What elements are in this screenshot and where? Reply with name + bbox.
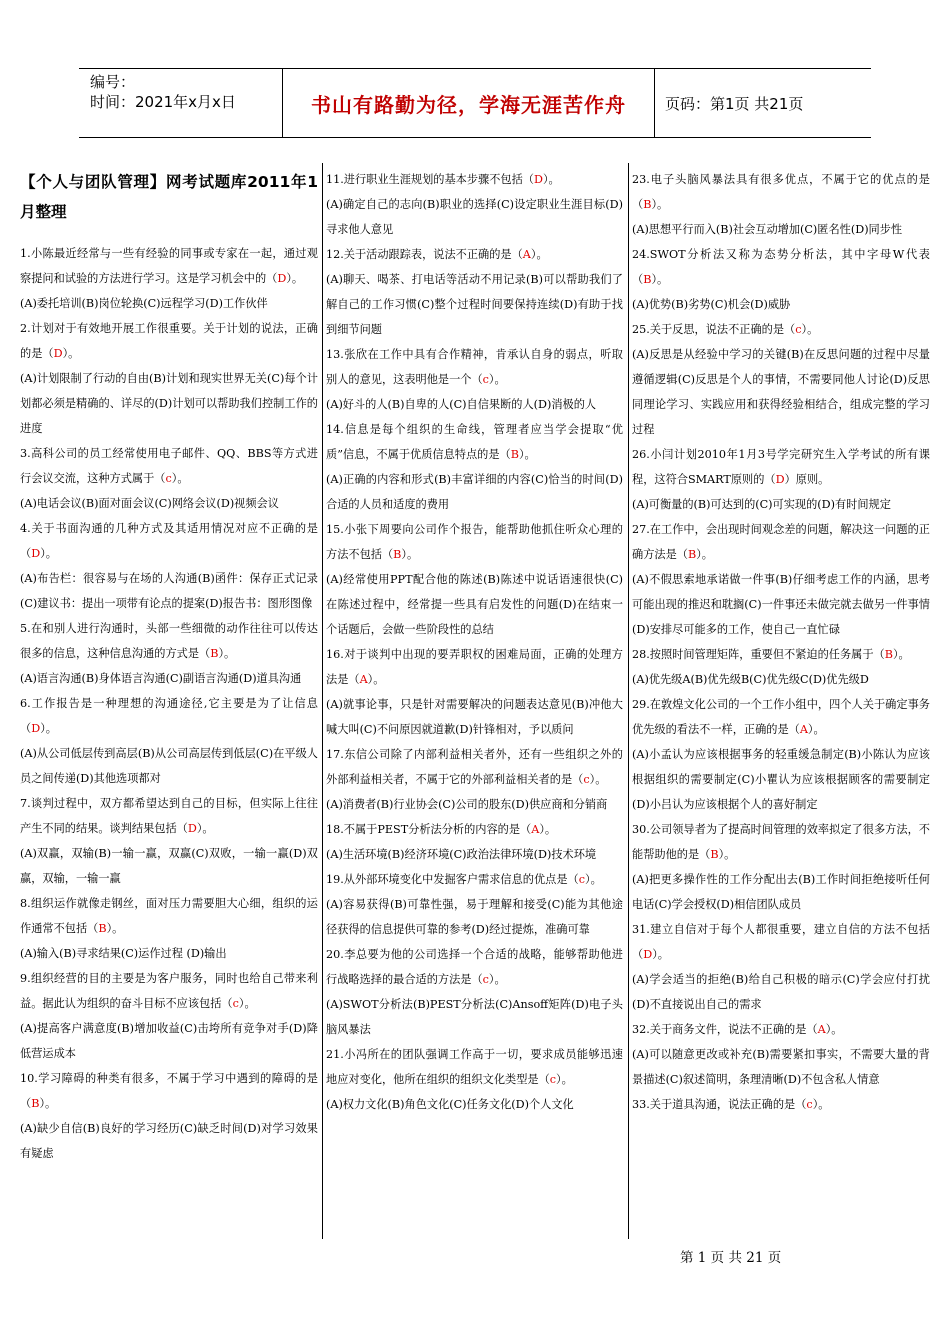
question-stem [632, 242, 930, 292]
answer-options: (A)正确的内容和形式(B)丰富详细的内容(C)恰当的时间(D)合适的人员和适度的费用 [326, 473, 623, 511]
answer-options: (A)好斗的人(B)自卑的人(C)自信果断的人(D)消极的人 [326, 398, 597, 411]
question-text: 7.谈判过程中，双方都希望达到自己的目标，但实际上往往产生不同的结果。谈判结果包括（ [20, 797, 318, 835]
answer-key: c [583, 773, 590, 786]
motto-text: 书山有路勤为径，学海无涯苦作舟 [311, 93, 626, 117]
question-text: 28.按照时间管理矩阵，重要但不紧迫的任务属于（ [632, 648, 885, 661]
question-text: 25.关于反思，说法不正确的是（ [632, 323, 796, 336]
question-stem [632, 642, 930, 667]
question-text: 13.张欣在工作中具有合作精神，肯承认自身的弱点，听取别人的意见，这表明他是一个（ [326, 348, 623, 386]
question-text-end: ）。 [807, 723, 825, 736]
answer-options: (A)聊天、喝茶、打电话等活动不用记录(B)可以帮助我们了解自己的工作习惯(C)整个过程时间要保持连续(D)有助于找到细节问题 [326, 273, 623, 336]
question-text-end: ）。 [106, 922, 124, 935]
question-text: 18.不属于PEST分析法分析的内容的是（ [326, 823, 532, 836]
answer-key: A [817, 1023, 826, 1036]
answer-options: (A)学会适当的拒绝(B)给自己积极的暗示(C)学会应付打扰(D)不直接说出自己的需求 [632, 973, 930, 1011]
question-text: 30.公司领导者为了提高时间管理的效率拟定了很多方法，不能帮助他的是（ [632, 823, 930, 861]
question-stem [326, 167, 623, 192]
answer-options: (A)优先级A(B)优先级B(C)优先级C(D)优先级D [632, 673, 869, 686]
question-text-end: ）。 [488, 373, 506, 386]
question-text-end: ）。 [556, 1073, 573, 1086]
question-text-end: ）。 [542, 173, 560, 186]
question-text: 20.李总要为他的公司选择一个合适的战略，能够帮助他进行战略选择的最合适的方法是（ [326, 948, 623, 986]
column-2 [326, 167, 623, 1239]
question-stem [632, 167, 930, 217]
answer-options: (A)生活环境(B)经济环境(C)政治法律环境(D)技术环境 [326, 848, 597, 861]
answer-options: (A)输入(B)寻求结果(C)运作过程 (D)输出 [20, 947, 227, 960]
question-stem [20, 516, 318, 566]
answer-options: (A)反思是从经验中学习的关键(B)在反思问题的过程中尽量遵循逻辑(C)反思是个人的事情，不需要同他人讨论(D)反思同理论学习、实践应用和获得经验相结合，组成完整的学习过程 [632, 348, 930, 436]
answer-options: (A)电话会议(B)面对面会议(C)网络会议(D)视频会议 [20, 497, 279, 510]
column-divider [322, 163, 323, 1239]
answer-key: c [795, 323, 802, 336]
answer-options: (A)思想平行而入(B)社会互动增加(C)匿名性(D)同步性 [632, 223, 903, 236]
question-stem [632, 1017, 930, 1042]
question-text-end: ）。 [652, 948, 669, 961]
answer-options: (A)消费者(B)行业协会(C)公司的股东(D)供应商和分销商 [326, 798, 608, 811]
question-stem [632, 692, 930, 742]
question-text-end: ）。 [171, 472, 189, 485]
question-text-end: ）。 [196, 822, 214, 835]
question-text: 11.进行职业生涯规划的基本步骤不包括（ [326, 173, 534, 186]
answer-key: c [232, 997, 239, 1010]
answer-key: D [643, 948, 653, 961]
answer-options: (A)经常使用PPT配合他的陈述(B)陈述中说话语速很快(C)在陈述过程中，经常提一些具有启发性的问题(D)在结束一个话题后，会做一些阶段性的总结 [326, 573, 623, 636]
question-text: 21.小冯所在的团队强调工作高于一切，要求成员能够迅速地应对变化，他所在组织的组织文化类型是（ [326, 1048, 623, 1086]
question-stem [326, 942, 623, 992]
answer-key: A [522, 248, 531, 261]
question-text-end: ）。 [40, 547, 57, 560]
question-text-end: ）。 [62, 347, 80, 360]
question-stem [632, 1092, 930, 1117]
answer-key: B [884, 648, 893, 661]
answer-key: B [643, 273, 652, 286]
question-stem [20, 966, 318, 1016]
answer-options: (A)不假思索地承诺做一件事(B)仔细考虑工作的内涵，思考可能出现的推迟和耽搁(C)一件事还未做完就去做另一件事情(D)安排尽可能多的工作，使自己一直忙碌 [632, 573, 930, 636]
question-text-end: ）。 [651, 198, 669, 211]
answer-options: (A)就事论事，只是针对需要解决的问题表达意见(B)冲他大喊大叫(C)不问原因就道歉(D)针锋相对，予以质问 [326, 698, 623, 736]
column-divider [628, 163, 629, 1239]
answer-options: (A)优势(B)劣势(C)机会(D)威胁 [632, 298, 791, 311]
header-page-info: 页码：第1页 共21页 [665, 95, 804, 113]
question-stem [326, 417, 623, 467]
answer-options: (A)双赢，双输(B)一输一赢，双赢(C)双败，一输一赢(D)双赢，双输，一输一赢 [20, 847, 318, 885]
answer-options: (A)语言沟通(B)身体语言沟通(C)副语言沟通(D)道具沟通 [20, 672, 302, 685]
document-number-label: 编号： [90, 73, 136, 91]
document-title: 【个人与团队管理】网考试题库2011年1月整理 [20, 173, 318, 221]
answer-key: D [53, 347, 63, 360]
answer-key: D [31, 547, 41, 560]
answer-key: D [277, 272, 287, 285]
question-text: 32.关于商务文件，说法不正确的是（ [632, 1023, 818, 1036]
question-text: 17.东信公司除了内部利益相关者外，还有一些组织之外的外部利益相关者，不属于它的外部利益相关者的是（ [326, 748, 623, 786]
answer-key: c [165, 472, 172, 485]
question-text-end: ）。 [696, 548, 713, 561]
question-text: 12.关于活动跟踪表，说法不正确的是（ [326, 248, 523, 261]
question-text: 23.电子头脑风暴法具有很多优点，不属于它的优点的是（ [632, 173, 930, 211]
page-header [79, 68, 871, 138]
question-text-end: ）。 [530, 248, 548, 261]
answer-key: B [710, 848, 719, 861]
answer-options: (A)把更多操作性的工作分配出去(B)工作时间拒绝接听任何电话(C)学会授权(D)相信团队成员 [632, 873, 930, 911]
question-text-end: ）。 [539, 823, 557, 836]
question-stem [20, 441, 318, 491]
question-stem [326, 517, 623, 567]
answer-options: (A)SWOT分析法(B)PEST分析法(C)Ansoff矩阵(D)电子头脑风暴法 [326, 998, 623, 1036]
question-text: 9.组织经营的目的主要是为客户服务，同时也给自己带来利益。据此认为组织的奋斗目标不应该包括（ [20, 972, 318, 1010]
question-text: 16.对于谈判中出现的要弄职权的困难局面，正确的处理方法是（ [326, 648, 623, 686]
column-3 [632, 167, 930, 1239]
question-stem [326, 642, 623, 692]
answer-key: D [533, 173, 543, 186]
answer-key: c [482, 973, 489, 986]
question-text-end: ）。 [40, 722, 57, 735]
answer-options: (A)小孟认为应该根据事务的轻重缓急制定(B)小陈认为应该根据组织的需要制定(C)小瞿认为应该根据顾客的需要制定(D)小吕认为应该根据个人的喜好制定 [632, 748, 930, 811]
answer-key: B [31, 1097, 40, 1110]
question-text-end: ）。 [825, 1023, 843, 1036]
question-text: 6.工作报告是一种理想的沟通途径,它主要是为了让信息（ [20, 697, 318, 735]
question-text: 27.在工作中，会出现时间观念差的问题，解决这一问题的正确方法是（ [632, 523, 930, 561]
answer-key: D [775, 473, 785, 486]
question-text-end: ）。 [892, 648, 910, 661]
answer-key: A [799, 723, 808, 736]
question-stem [20, 316, 318, 366]
question-stem [326, 817, 623, 842]
question-stem [632, 317, 930, 342]
question-text: 26.小闫计划2010年1月3号学完研究生入学考试的所有课程，这符合SMART原则的（ [632, 448, 930, 486]
question-stem [20, 616, 318, 666]
header-motto-cell [282, 69, 655, 137]
question-text-end: ）。 [218, 647, 236, 660]
answer-key: B [510, 448, 519, 461]
question-stem [326, 342, 623, 392]
answer-options: (A)布告栏：很容易与在场的人沟通(B)函件：保存正式记录(C)建议书：提出一项带有论点的提案(D)报告书：图形图像 [20, 572, 318, 610]
question-text: 33.关于道具沟通，说法正确的是（ [632, 1098, 807, 1111]
question-stem [326, 867, 623, 892]
answer-options: (A)委托培训(B)岗位轮换(C)远程学习(D)工作伙伴 [20, 297, 268, 310]
question-text-end: ）。 [585, 873, 602, 886]
question-text: 29.在敦煌文化公司的一个工作小组中，四个人关于确定事务优先级的看法不一样，正确的是（ [632, 698, 930, 736]
answer-key: c [549, 1073, 557, 1086]
question-text: 1.小陈最近经常与一些有经验的同事或专家在一起，通过观察提问和试验的方法进行学习。这是学习机会中的（ [20, 247, 318, 285]
question-text: 31.建立自信对于每个人都很重要，建立自信的方法不包括（ [632, 923, 930, 961]
question-stem [20, 691, 318, 741]
question-text: 5.在和别人进行沟通时，头部一些细微的动作往往可以传达很多的信息，这种信息沟通的方式是（ [20, 622, 318, 660]
question-stem [632, 917, 930, 967]
question-text-end: ）。 [518, 448, 536, 461]
question-text-end: ）。 [801, 323, 819, 336]
question-text-end: ）。 [367, 673, 385, 686]
answer-key: A [359, 673, 368, 686]
answer-key: c [482, 373, 489, 386]
question-text-end: ）。 [812, 1098, 830, 1111]
answer-key: c [578, 873, 586, 886]
answer-options: (A)可以随意更改或补充(B)需要紧扣事实，不需要大量的背景描述(C)叙述简明，条理清晰(D)不包含私人情意 [632, 1048, 930, 1086]
question-text: 3.高科公司的员工经常使用电子邮件、QQ、BBS等方式进行会议交流，这种方式属于（ [20, 447, 318, 485]
question-text: 14.信息是每个组织的生命线，管理者应当学会提取“优质”信息，不属于优质信息特点的是（ [326, 423, 623, 461]
question-stem [20, 1066, 318, 1116]
answer-options: (A)从公司低层传到高层(B)从公司高层传到低层(C)在平级人员之间传递(D)其他选项都对 [20, 747, 318, 785]
answer-options: (A)计划限制了行动的自由(B)计划和现实世界无关(C)每个计划都必须是精确的、详尽的(D)计划可以帮助我们控制工作的进度 [20, 372, 318, 435]
answer-options: (A)缺少自信(B)良好的学习经历(C)缺乏时间(D)对学习效果有疑虑 [20, 1122, 318, 1160]
answer-key: D [31, 722, 41, 735]
answer-options: (A)容易获得(B)可靠性强，易于理解和接受(C)能为其他途径获得的信息提供可靠的参考(D)经过提炼，准确可靠 [326, 898, 623, 936]
answer-key: A [531, 823, 540, 836]
question-text-end: ）。 [401, 548, 419, 561]
question-text-end: ）。 [39, 1097, 57, 1110]
document-time-label: 时间：2021年x月x日 [90, 93, 236, 111]
answer-options: (A)可衡量的(B)可达到的(C)可实现的(D)有时间规定 [632, 498, 891, 511]
question-stem [20, 891, 318, 941]
answer-key: B [210, 647, 219, 660]
answer-key: D [187, 822, 197, 835]
question-text: 2.计划对于有效地开展工作很重要。关于计划的说法，正确的是（ [20, 322, 318, 360]
answer-key: B [643, 198, 652, 211]
answer-key: B [393, 548, 402, 561]
question-stem [20, 791, 318, 841]
question-stem [326, 242, 623, 267]
question-text-end: ）。 [488, 973, 506, 986]
question-stem [632, 817, 930, 867]
question-stem [632, 442, 930, 492]
question-text: 19.从外部环境变化中发掘客户需求信息的优点是（ [326, 873, 579, 886]
answer-key: c [806, 1098, 813, 1111]
question-stem [632, 517, 930, 567]
question-stem [326, 742, 623, 792]
question-text-end: ）。 [718, 848, 736, 861]
page-footer: 第 1 页 共 21 页 [680, 1250, 782, 1266]
answer-options: (A)权力文化(B)角色文化(C)任务文化(D)个人文化 [326, 1098, 574, 1111]
question-text-end: ）。 [286, 272, 304, 285]
answer-key: B [687, 548, 697, 561]
question-text-end: ）。 [651, 273, 669, 286]
question-stem [20, 241, 318, 291]
question-text: 24.SWOT分析法又称为态势分析法，其中字母W代表（ [632, 248, 930, 286]
question-text: 8.组织运作就像走钢丝，面对压力需要胆大心细，组织的运作通常不包括（ [20, 897, 318, 935]
question-text-end: ）。 [589, 773, 607, 786]
question-text-end: ）原则。 [784, 473, 830, 486]
question-text: 10.学习障碍的种类有很多，不属于学习中遇到的障碍的是（ [20, 1072, 318, 1110]
column-1 [20, 167, 318, 1239]
question-text: 15.小张下周要向公司作个报告，能帮助他抓住听众心理的方法不包括（ [326, 523, 623, 561]
header-page-cell [655, 69, 871, 137]
answer-key: B [98, 922, 107, 935]
answer-options: (A)提高客户满意度(B)增加收益(C)击垮所有竞争对手(D)降低营运成本 [20, 1022, 318, 1060]
question-text: 4.关于书面沟通的几种方式及其适用情况对应不正确的是（ [20, 522, 318, 560]
question-text-end: ）。 [238, 997, 256, 1010]
header-meta-cell [79, 69, 282, 137]
question-stem [326, 1042, 623, 1092]
answer-options: (A)确定自己的志向(B)职业的选择(C)设定职业生涯目标(D)寻求他人意见 [326, 198, 623, 236]
